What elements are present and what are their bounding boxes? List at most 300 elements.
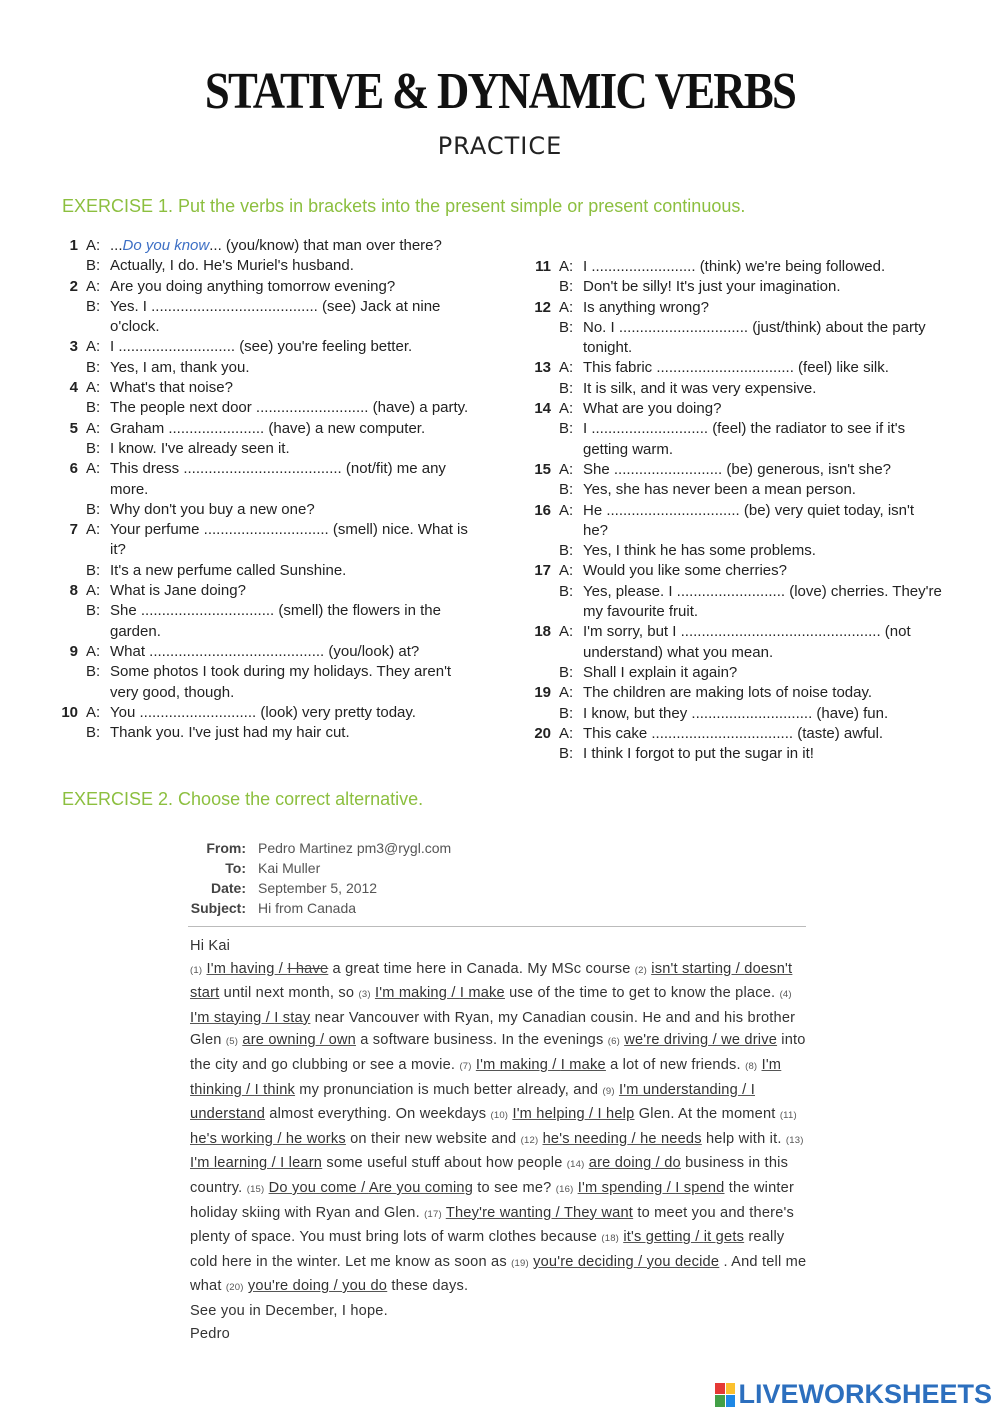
email-paragraph [190, 958, 810, 1300]
dialogue-line [559, 561, 943, 581]
choice-number: (18) [601, 1233, 620, 1245]
email-text-segment: business in this country. [190, 1155, 789, 1196]
dialogue-line [86, 520, 470, 561]
speaker-label: B: [86, 663, 101, 681]
speaker-label: A: [559, 724, 574, 742]
item-number: 7 [69, 521, 78, 539]
dialogue-line [86, 256, 470, 276]
choice-options: he's working / he works [190, 1130, 346, 1147]
exercise-item [533, 683, 943, 724]
item-dialogue [86, 581, 470, 642]
choice-options: are owning / own [242, 1032, 356, 1049]
exercise-item [60, 337, 470, 378]
item-dialogue [86, 378, 470, 419]
speaker-label: B: [559, 663, 574, 681]
choice-options: you're deciding / you decide [533, 1253, 720, 1270]
dialogue-text: This dress ...................................... (not/fit) me any more. [110, 460, 446, 498]
exercise-item [60, 642, 470, 703]
speaker-label: A: [559, 258, 574, 275]
dialogue-text: She .......................... (be) generous, isn't she? [583, 460, 892, 478]
choice-options: They're wanting / They want [445, 1204, 634, 1221]
speaker-label: A: [86, 703, 101, 721]
speaker-label: B: [559, 542, 574, 560]
dialogue-text: I think I forgot to put the sugar in it! [583, 745, 814, 763]
choice-option-a[interactable]: I'm helping [512, 1106, 585, 1123]
choice-option-b[interactable]: it gets [703, 1229, 745, 1246]
exercise-item [533, 561, 943, 622]
dialogue-text: I ............................ (see) you're feeling better. [110, 338, 413, 356]
choice-number: (7) [459, 1060, 472, 1072]
item-number: 4 [69, 379, 78, 397]
dialogue-text: What .......................................... (you/look) at? [110, 642, 420, 660]
exercise-item [533, 460, 943, 501]
dialogue-line [86, 500, 470, 520]
item-dialogue [86, 459, 470, 520]
page-title: STATIVE & DYNAMIC VERBS [204, 63, 796, 120]
choice-option-a[interactable]: Do you come [268, 1179, 357, 1196]
exercise-item [533, 399, 943, 460]
choice-option-a[interactable]: They're wanting [445, 1204, 552, 1221]
item-number: 5 [69, 419, 78, 437]
item-dialogue [559, 561, 943, 622]
choice-group [247, 1180, 552, 1196]
item-dialogue [559, 298, 943, 359]
dialogue-text: Yes, she has never been a mean person. [583, 481, 856, 499]
dialogue-text: He ................................ (be) very quiet today, isn't he? [583, 501, 915, 539]
logo-text: LIVEWORKSHEETS [738, 1379, 992, 1409]
choice-group [358, 985, 775, 1001]
choice-number: (6) [607, 1036, 620, 1048]
dialogue-line [559, 622, 943, 663]
choice-option-a[interactable]: he's working [190, 1130, 274, 1147]
choice-number: (10) [490, 1110, 509, 1122]
email-text-segment: help with it. [705, 1130, 782, 1147]
choice-group [521, 1131, 782, 1147]
dialogue-line [559, 501, 943, 542]
item-number: 12 [534, 298, 551, 316]
dialogue-line [86, 337, 470, 357]
choice-options: I'm making / I make [374, 985, 505, 1002]
choice-option-a[interactable]: I'm having [206, 960, 275, 977]
dialogue-line [86, 398, 470, 418]
email-greeting: Hi Kai [190, 938, 231, 954]
dialogue-text: Are you doing anything tomorrow evening? [110, 277, 396, 295]
email-header [182, 838, 451, 918]
item-number: 18 [534, 623, 551, 641]
choice-group [226, 1032, 604, 1048]
dialogue-text: Yes, please. I .......................... (love) cherries. They're my favourite fruit. [583, 582, 942, 621]
choice-options: we're driving / we drive [624, 1032, 778, 1049]
choice-options: I'm spending / I spend [577, 1179, 725, 1196]
email-text-segment: a software business. In the evenings [360, 1032, 604, 1049]
dialogue-text: This cake .................................. (taste) awful. [583, 724, 884, 742]
dialogue-line [559, 724, 943, 744]
item-dialogue [86, 277, 470, 338]
dialogue-line [86, 277, 470, 297]
speaker-label: B: [86, 297, 101, 315]
dialogue-text: It's a new perfume called Sunshine. [110, 561, 347, 579]
choice-option-b[interactable]: I understand [190, 1081, 755, 1123]
item-number: 10 [61, 703, 78, 721]
choice-options: I'm understanding / I understand [190, 1081, 755, 1123]
choice-options: I'm making / I make [475, 1056, 606, 1073]
item-dialogue [86, 419, 470, 460]
exercise-item [533, 501, 943, 562]
item-number: 6 [69, 460, 78, 478]
speaker-label: B: [559, 582, 574, 600]
choice-option-a[interactable]: you're doing [247, 1278, 330, 1295]
choice-options: he's needing / he needs [542, 1130, 702, 1147]
speaker-label: B: [559, 379, 574, 397]
dialogue-text: Why don't you buy a new one? [110, 500, 315, 518]
choice-number: (8) [745, 1060, 758, 1072]
date-value: September 5, 2012 [258, 880, 378, 896]
choice-group [459, 1057, 740, 1073]
logo-square [715, 1395, 725, 1407]
speaker-label: A: [86, 237, 101, 254]
dialogue-text: Some photos I took during my holidays. They aren't very good, though. [110, 663, 452, 701]
email-text-segment: the winter holiday skiing with Ryan and Glen. [190, 1179, 795, 1221]
choice-group [490, 1106, 775, 1122]
item-number: 16 [534, 501, 551, 519]
dialogue-line [559, 298, 943, 318]
choice-option-b[interactable]: I make [560, 1056, 606, 1073]
dialogue-line [559, 358, 943, 378]
choice-option-b[interactable]: you do [342, 1278, 388, 1295]
dialogue-text: Shall I explain it again? [583, 663, 738, 681]
item-number: 11 [535, 258, 551, 275]
exercise-item [60, 459, 470, 520]
choice-group [190, 961, 631, 977]
dialogue-line [559, 460, 943, 480]
dialogue-text: She ................................ (smell) the flowers in the garden. [110, 602, 441, 640]
dialogue-line [559, 663, 943, 683]
to-value: Kai Muller [258, 860, 321, 876]
item-number: 2 [69, 277, 78, 295]
choice-option-b[interactable]: you decide [646, 1253, 720, 1270]
dialogue-line [559, 582, 943, 623]
dialogue-text: Yes, I am, thank you. [110, 358, 250, 376]
choice-option-b[interactable]: I spend [675, 1179, 725, 1196]
email-text-segment: a lot of new friends. [610, 1056, 741, 1073]
choice-number: (1) [190, 964, 203, 976]
dialogue-text: This fabric ................................. (feel) like silk. [583, 359, 889, 377]
choice-number: (12) [520, 1134, 539, 1146]
speaker-label: A: [86, 277, 101, 295]
exercise-2-heading: EXERCISE 2. Choose the correct alternative. [62, 789, 424, 809]
speaker-label: A: [86, 419, 101, 437]
choice-number: (11) [779, 1110, 797, 1122]
speaker-label: A: [86, 642, 101, 660]
choice-group [226, 1278, 468, 1294]
exercise-item [533, 257, 943, 298]
choice-option-a[interactable]: I'm understanding [618, 1081, 738, 1098]
email-text-segment: my pronunciation is much better already, and [299, 1081, 599, 1098]
email-text-segment: to meet you and there's plenty of space. You must bring lots of warm clothes because [190, 1204, 795, 1246]
speaker-label: A: [86, 338, 101, 356]
speaker-label: A: [559, 400, 574, 418]
dialogue-text: Would you like some cherries? [583, 562, 787, 580]
dialogue-text: I know, but they ............................. (have) fun. [583, 704, 889, 722]
exercise-item [60, 378, 470, 419]
item-dialogue [86, 337, 470, 378]
dialogue-text: Actually, I do. He's Muriel's husband. [110, 257, 354, 275]
item-number: 9 [69, 642, 78, 660]
exercise-item [533, 298, 943, 359]
choice-option-b[interactable]: I make [459, 985, 505, 1002]
choice-options: I'm helping / I help [512, 1106, 635, 1123]
exercise-item [60, 277, 470, 338]
dialogue-text: What are you doing? [583, 400, 722, 418]
dialogue-line [86, 378, 470, 398]
choice-options: are doing / do [588, 1155, 681, 1172]
item-number: 13 [534, 359, 551, 377]
item-dialogue [559, 399, 943, 460]
exercise-1-right-column [533, 257, 943, 764]
dialogue-text: The children are making lots of noise today. [583, 684, 873, 702]
choice-option-a[interactable]: I'm making [374, 985, 448, 1002]
speaker-label: A: [559, 562, 574, 580]
speaker-label: B: [86, 399, 101, 417]
email-signature: Pedro [190, 1325, 230, 1342]
email-text-segment: . And tell me what [190, 1253, 807, 1295]
dialogue-line [86, 703, 470, 723]
choice-number: (4) [779, 989, 792, 1001]
choice-option-a[interactable]: he's needing [542, 1130, 628, 1147]
choice-option-b[interactable]: I have [287, 960, 329, 977]
choice-option-a[interactable]: are doing [588, 1155, 652, 1172]
item-number: 19 [534, 684, 551, 702]
dialogue-text: I ......................... (think) we're being followed. [583, 258, 886, 275]
dialogue-text: No. I ............................... (just/think) about the party tonight. [583, 318, 926, 357]
choice-option-b[interactable]: own [328, 1032, 356, 1049]
choice-number: (9) [602, 1085, 615, 1097]
choice-number: (19) [511, 1257, 529, 1269]
dialogue-line [559, 379, 943, 399]
email-text-segment: near Vancouver with Ryan, my Canadian cousin. He and and his brother Glen [190, 1009, 796, 1049]
item-number: 14 [534, 400, 551, 418]
exercise-item [60, 520, 470, 581]
speaker-label: A: [86, 460, 101, 478]
item-number: 20 [534, 724, 551, 742]
dialogue-text: It is silk, and it was very expensive. [583, 379, 817, 397]
dialogue-text: The people next door ........................... (have) a party. [110, 399, 469, 417]
choice-option-b[interactable]: do [664, 1155, 681, 1172]
dialogue-line [86, 662, 470, 703]
dialogue-text: Graham ....................... (have) a new computer. [110, 419, 426, 437]
dialogue-line [86, 358, 470, 378]
dialogue-text: Yes, I think he has some problems. [583, 542, 816, 560]
item-dialogue [559, 460, 943, 501]
item-number: 15 [534, 460, 551, 478]
dialogue-text: Yes. I ........................................ (see) Jack at nine o'clock. [110, 297, 441, 336]
choice-option-a[interactable]: I'm making [475, 1056, 549, 1073]
dialogue-text: I'm sorry, but I ................................................ (not understand) what you mean. [583, 623, 911, 661]
speaker-label: B: [559, 745, 574, 763]
dialogue-text: ...Do you know... (you/know) that man over there? [110, 237, 442, 254]
speaker-label: B: [559, 420, 574, 438]
choice-option-a[interactable]: are owning [242, 1032, 316, 1049]
subject-label: Subject: [190, 900, 246, 916]
choice-option-b[interactable]: Are you coming [368, 1179, 474, 1196]
email-text-segment: a great time here in Canada. My MSc course [332, 960, 631, 977]
speaker-label: A: [86, 582, 101, 600]
choice-option-b[interactable]: we drive [721, 1032, 778, 1049]
choice-option-b[interactable]: doesn't start [190, 960, 793, 1002]
exercise-item [533, 622, 943, 683]
from-label: From: [206, 840, 246, 856]
speaker-label: A: [559, 460, 574, 478]
choice-option-a[interactable]: I'm thinking [190, 1056, 782, 1098]
choice-option-b[interactable]: I help [597, 1106, 635, 1123]
speaker-label: B: [86, 257, 101, 275]
item-dialogue [86, 520, 470, 581]
choice-option-a[interactable]: I'm spending [577, 1179, 663, 1196]
dialogue-line [86, 419, 470, 439]
item-number: 17 [534, 562, 551, 580]
exercise-item [60, 419, 470, 460]
speaker-label: B: [86, 602, 101, 620]
item-number: 8 [69, 582, 78, 600]
speaker-label: B: [86, 500, 101, 518]
choice-options: I'm staying / I stay [190, 1009, 311, 1026]
choice-options: I'm learning / I learn [190, 1155, 323, 1172]
choice-options: isn't starting / doesn't start [190, 960, 793, 1002]
exercise-item [533, 724, 943, 765]
item-dialogue [559, 724, 943, 765]
choice-option-a[interactable]: you're deciding [533, 1253, 634, 1270]
exercise-item [60, 703, 470, 744]
choice-option-a[interactable]: I'm learning [190, 1155, 268, 1172]
date-label: Date: [210, 880, 246, 896]
speaker-label: B: [86, 561, 101, 579]
dialogue-text: What's that noise? [110, 379, 233, 397]
dialogue-line [86, 297, 470, 338]
dialogue-line [559, 318, 943, 359]
to-label: To: [225, 860, 246, 876]
item-dialogue [86, 703, 470, 744]
email-text-segment: these days. [391, 1278, 469, 1295]
speaker-label: B: [559, 704, 574, 722]
dialogue-line [559, 257, 943, 277]
logo-square [726, 1383, 736, 1395]
dialogue-text: You ............................ (look) very pretty today. [110, 703, 416, 721]
choice-option-b[interactable]: I stay [274, 1009, 311, 1026]
choice-number: (15) [246, 1183, 265, 1195]
page-subtitle: PRACTICE [437, 132, 563, 160]
dialogue-text: Your perfume .............................. (smell) nice. What is it? [110, 521, 468, 559]
email-text-segment: use of the time to get to know the place. [509, 985, 776, 1002]
dialogue-text: Thank you. I've just had my hair cut. [110, 724, 350, 742]
item-dialogue [559, 257, 943, 298]
item-dialogue [559, 501, 943, 562]
exercise-item [60, 581, 470, 642]
dialogue-line [86, 642, 470, 662]
example-answer: Do you know [122, 237, 210, 254]
choice-number: (13) [785, 1134, 804, 1146]
choice-option-b[interactable]: I learn [280, 1155, 323, 1172]
dialogue-text: Don't be silly! It's just your imagination. [583, 278, 841, 296]
email-text-segment: on their new website and [350, 1130, 517, 1147]
speaker-label: B: [559, 481, 574, 499]
email-text-segment: some useful stuff about how people [326, 1155, 563, 1172]
from-value: Pedro Martinez pm3@rygl.com [258, 840, 452, 856]
choice-option-b[interactable]: he works [285, 1130, 346, 1147]
item-dialogue [86, 236, 470, 277]
dialogue-line [86, 459, 470, 500]
subject-value: Hi from Canada [258, 900, 357, 916]
logo-icon [715, 1383, 735, 1407]
email-text-segment: until next month, so [223, 985, 355, 1002]
choice-number: (2) [634, 964, 648, 976]
speaker-label: B: [559, 278, 574, 296]
dialogue-line [559, 419, 943, 460]
exercise-item [533, 358, 943, 399]
dialogue-line [559, 683, 943, 703]
dialogue-line [86, 439, 470, 459]
choice-option-a[interactable]: I'm staying [190, 1009, 262, 1026]
choice-number: (20) [225, 1282, 244, 1294]
exercise-item [60, 236, 470, 277]
choice-options: it's getting / it gets [623, 1229, 745, 1246]
item-number: 3 [69, 338, 78, 356]
choice-option-b[interactable]: They want [563, 1204, 634, 1221]
speaker-label: B: [86, 439, 101, 457]
choice-option-a[interactable]: isn't starting [651, 960, 732, 977]
choice-option-a[interactable]: we're driving [624, 1032, 709, 1049]
choice-number: (14) [566, 1159, 585, 1171]
dialogue-line [86, 601, 470, 642]
dialogue-line [86, 236, 470, 256]
speaker-label: A: [559, 359, 574, 377]
choice-number: (5) [225, 1036, 239, 1048]
speaker-label: A: [86, 379, 101, 397]
dialogue-line [86, 723, 470, 743]
logo-square [715, 1383, 725, 1395]
email-text-segment: to see me? [477, 1179, 552, 1196]
dialogue-line [559, 277, 943, 297]
speaker-label: B: [86, 358, 101, 376]
speaker-label: A: [559, 684, 574, 702]
email-text-segment: almost everything. On weekdays [269, 1106, 487, 1123]
speaker-label: A: [559, 623, 574, 641]
choice-option-b[interactable]: I think [254, 1081, 296, 1098]
dialogue-text: What is Jane doing? [110, 582, 246, 600]
item-dialogue [559, 622, 943, 683]
choice-options: I'm having / I have [206, 960, 329, 977]
dialogue-line [559, 399, 943, 419]
speaker-label: A: [86, 521, 101, 539]
choice-options: I'm thinking / I think [190, 1056, 782, 1098]
logo-square [726, 1395, 736, 1407]
choice-option-b[interactable]: he needs [640, 1130, 702, 1147]
exercise-1-heading: EXERCISE 1. Put the verbs in brackets into the present simple or present continuous. [62, 196, 746, 216]
choice-options: you're doing / you do [247, 1278, 388, 1295]
item-dialogue [86, 642, 470, 703]
speaker-label: A: [559, 298, 574, 316]
speaker-label: A: [559, 501, 574, 519]
item-number: 1 [69, 237, 78, 254]
email-body [190, 935, 810, 1345]
liveworksheets-logo [715, 1379, 992, 1410]
choice-option-a[interactable]: it's getting [623, 1229, 691, 1246]
email-divider [188, 926, 806, 927]
email-closing: See you in December, I hope. [190, 1302, 388, 1319]
email-text-segment: Glen. At the moment [638, 1106, 776, 1123]
dialogue-line [559, 704, 943, 724]
dialogue-text: Is anything wrong? [583, 298, 709, 316]
email-text-segment: into the city and go clubbing or see a movie. [190, 1032, 806, 1073]
